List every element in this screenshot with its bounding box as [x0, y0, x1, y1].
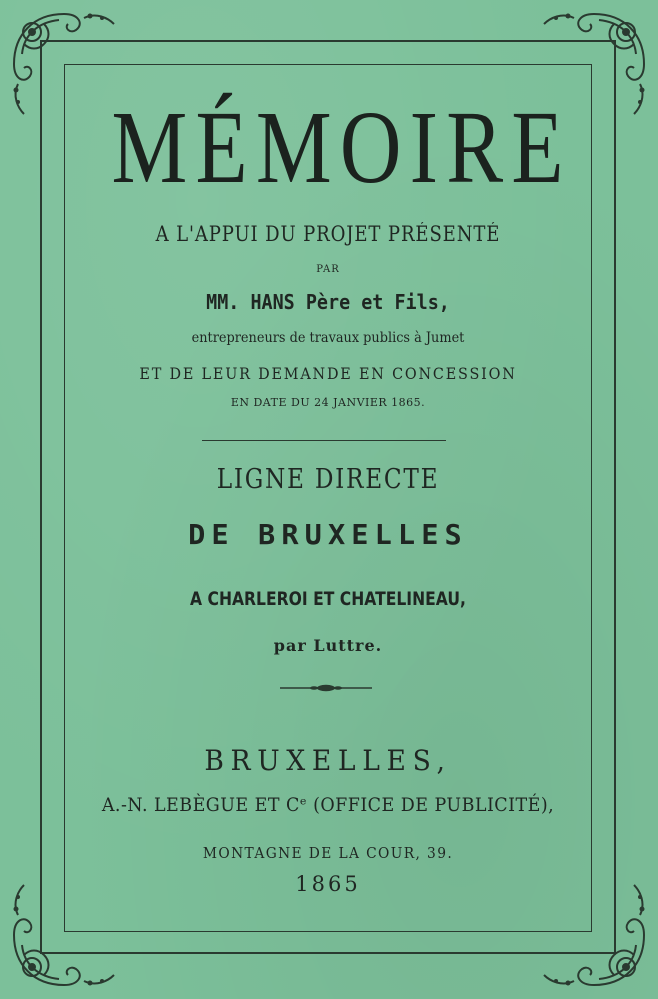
concession-request: ET DE LEUR DEMANDE EN CONCESSION: [139, 364, 517, 383]
document-title: MÉMOIRE: [111, 90, 572, 205]
ornamental-divider-icon: [278, 678, 374, 688]
subtitle: A L'APPUI DU PROJET PRÉSENTÉ: [155, 222, 501, 246]
route-destination: A CHARLEROI ET CHATELINEAU,: [190, 588, 466, 610]
request-date: EN DATE DU 24 JANVIER 1865.: [230, 396, 426, 409]
title-content: [64, 64, 592, 932]
authors-description: entrepreneurs de travaux publics à Jumet: [191, 330, 465, 346]
route-via: par Luttre.: [273, 636, 383, 655]
par-label: PAR: [316, 264, 340, 275]
authors: MM. HANS Père et Fils,: [206, 290, 450, 314]
publication-year: 1865: [295, 872, 361, 896]
line-heading: LIGNE DIRECTE: [216, 464, 440, 495]
publisher-address: MONTAGNE DE LA COUR, 39.: [202, 844, 454, 862]
divider-rule: [202, 440, 446, 441]
publisher: A.-N. LEBÈGUE ET Cᵉ (OFFICE DE PUBLICITÉ),: [101, 794, 555, 816]
imprint-city: BRUXELLES,: [204, 744, 452, 777]
route-origin: DE BRUXELLES: [188, 518, 468, 551]
